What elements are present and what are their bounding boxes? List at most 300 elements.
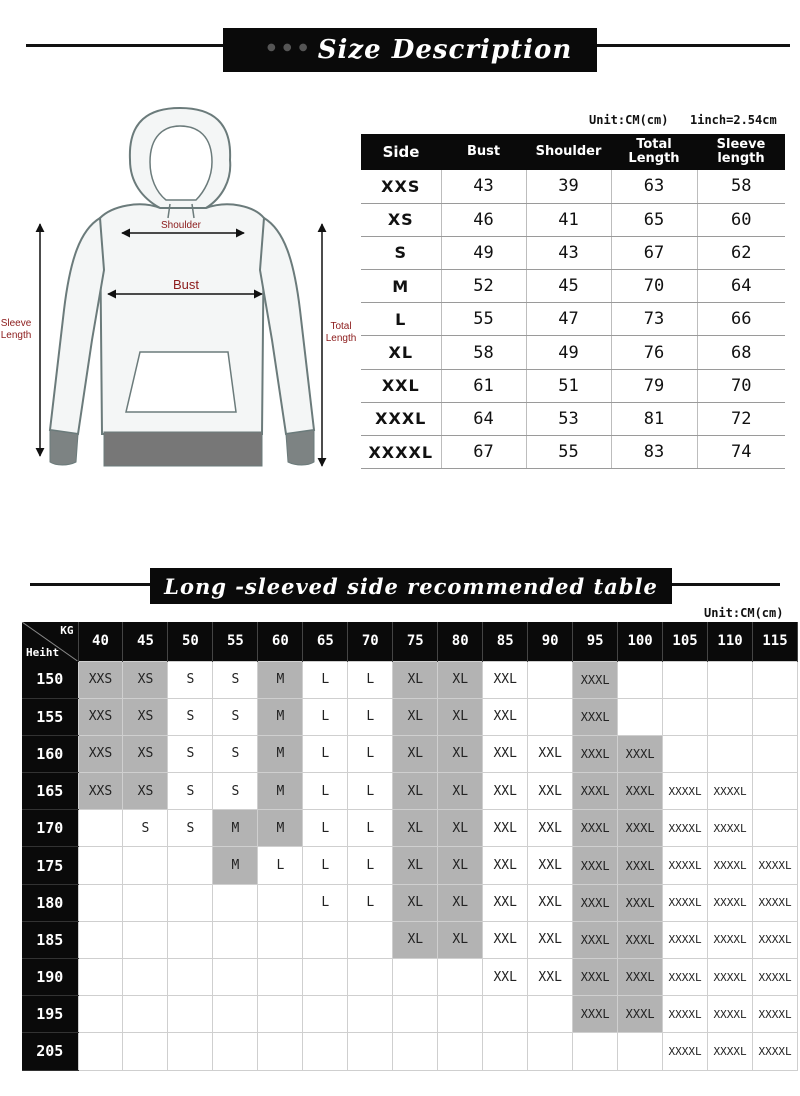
size-recommendation-cell <box>78 1033 123 1070</box>
size-recommendation-cell <box>348 996 393 1033</box>
size-recommendation-cell <box>213 1033 258 1070</box>
size-recommendation-cell: S <box>168 810 213 847</box>
size-row <box>361 236 785 269</box>
size-recommendation-cell <box>303 921 348 958</box>
size-recommendation-cell <box>213 959 258 996</box>
size-recommendation-cell: M <box>258 773 303 810</box>
height-label: 155 <box>22 698 78 735</box>
size-recommendation-cell <box>123 1033 168 1070</box>
size-recommendation-cell <box>348 921 393 958</box>
sleeve-length-value: 74 <box>697 436 785 469</box>
bust-value: 55 <box>441 303 526 336</box>
size-recommendation-cell <box>708 735 753 772</box>
size-row <box>361 369 785 402</box>
size-recommendation-cell: S <box>168 698 213 735</box>
header-total-length: Total Length <box>611 134 697 170</box>
shoulder-value: 47 <box>526 303 611 336</box>
size-recommendation-cell <box>528 698 573 735</box>
total-length-value: 63 <box>611 170 697 203</box>
size-recommendation-cell: XXXXL <box>663 1033 708 1070</box>
weight-header: 50 <box>168 622 213 661</box>
total-length-value: 81 <box>611 402 697 435</box>
size-recommendation-cell: XXL <box>528 847 573 884</box>
size-recommendation-cell <box>78 959 123 996</box>
size-label: XXS <box>361 170 441 203</box>
bust-value: 67 <box>441 436 526 469</box>
size-recommendation-cell: S <box>123 810 168 847</box>
size-recommendation-cell: XXL <box>528 773 573 810</box>
size-recommendation-cell: XXXXL <box>753 1033 798 1070</box>
bust-value: 61 <box>441 369 526 402</box>
total-length-value: 83 <box>611 436 697 469</box>
recommended-row <box>22 921 798 958</box>
size-recommendation-cell: XS <box>123 773 168 810</box>
weight-header: 95 <box>573 622 618 661</box>
size-recommendation-cell: XXL <box>483 921 528 958</box>
size-recommendation-cell: XXS <box>78 773 123 810</box>
size-recommendation-cell: XXXXL <box>708 921 753 958</box>
inch-conversion-note: 1inch=2.54cm <box>690 113 777 127</box>
weight-header: 75 <box>393 622 438 661</box>
sleeve-length-label-1: Sleeve <box>0 318 32 329</box>
total-length-value: 65 <box>611 203 697 236</box>
size-row <box>361 170 785 203</box>
size-recommendation-cell <box>168 959 213 996</box>
size-recommendation-cell: XXXXL <box>753 996 798 1033</box>
sleeve-length-value: 60 <box>697 203 785 236</box>
top-rule-right <box>594 44 790 47</box>
bust-value: 58 <box>441 336 526 369</box>
size-recommendation-cell: M <box>258 810 303 847</box>
size-recommendation-cell: XXXL <box>573 698 618 735</box>
size-recommendation-cell <box>168 921 213 958</box>
size-label: XS <box>361 203 441 236</box>
size-recommendation-cell: XL <box>438 773 483 810</box>
size-recommendation-cell: XXXXL <box>708 810 753 847</box>
size-recommendation-cell: XL <box>393 661 438 698</box>
height-label: 160 <box>22 735 78 772</box>
size-recommendation-cell: XXXXL <box>663 921 708 958</box>
size-recommendation-cell: XXXXL <box>708 773 753 810</box>
bottom-rule-left <box>30 583 154 586</box>
size-label: XL <box>361 336 441 369</box>
size-recommendation-cell: XXXL <box>573 847 618 884</box>
recommended-table-banner <box>150 568 672 604</box>
recommended-row <box>22 698 798 735</box>
size-recommendation-cell: L <box>348 661 393 698</box>
size-recommendation-cell <box>393 1033 438 1070</box>
size-recommendation-cell: S <box>168 773 213 810</box>
sleeve-length-value: 62 <box>697 236 785 269</box>
size-recommendation-cell: L <box>303 884 348 921</box>
size-recommendation-cell: XXXL <box>573 810 618 847</box>
size-recommendation-cell: L <box>303 810 348 847</box>
sleeve-length-label-2: Length <box>0 330 32 341</box>
recommended-row <box>22 996 798 1033</box>
size-recommendation-cell: XXXXL <box>708 959 753 996</box>
bust-value: 46 <box>441 203 526 236</box>
size-recommendation-cell: XXXL <box>573 959 618 996</box>
shoulder-value: 41 <box>526 203 611 236</box>
total-length-value: 76 <box>611 336 697 369</box>
size-recommendation-cell: XXXL <box>573 661 618 698</box>
size-recommendation-cell <box>78 996 123 1033</box>
shoulder-value: 51 <box>526 369 611 402</box>
recommended-row <box>22 773 798 810</box>
weight-header: 110 <box>708 622 753 661</box>
size-label: S <box>361 236 441 269</box>
size-recommendation-cell: XXXXL <box>663 810 708 847</box>
size-recommendation-cell <box>168 996 213 1033</box>
size-recommendation-cell <box>618 1033 663 1070</box>
size-recommendation-cell: L <box>303 847 348 884</box>
size-recommendation-cell <box>663 661 708 698</box>
bust-value: 43 <box>441 170 526 203</box>
recommended-row <box>22 959 798 996</box>
size-recommendation-cell: XXL <box>528 959 573 996</box>
size-recommendation-cell: XXXXL <box>753 959 798 996</box>
size-recommendation-cell: XXL <box>483 847 528 884</box>
size-label: XXXXL <box>361 436 441 469</box>
bust-value: 64 <box>441 402 526 435</box>
corner-height-label: Heiht <box>26 646 60 659</box>
weight-header: 65 <box>303 622 348 661</box>
size-recommendation-cell: L <box>348 810 393 847</box>
size-recommendation-cell: L <box>258 847 303 884</box>
top-rule-left <box>26 44 226 47</box>
size-recommendation-cell: M <box>213 810 258 847</box>
size-recommendation-cell: XXL <box>483 810 528 847</box>
size-recommendation-cell: XXS <box>78 735 123 772</box>
size-recommendation-cell: XXXXL <box>708 847 753 884</box>
size-recommendation-cell: XL <box>438 921 483 958</box>
size-recommendation-cell: XS <box>123 661 168 698</box>
size-recommendation-cell: XL <box>393 698 438 735</box>
size-recommendation-cell <box>438 959 483 996</box>
weight-header: 90 <box>528 622 573 661</box>
size-recommendation-cell: XL <box>438 735 483 772</box>
size-recommendation-cell: XXL <box>528 810 573 847</box>
size-recommendation-cell <box>393 959 438 996</box>
size-recommendation-cell: XXL <box>483 735 528 772</box>
size-recommendation-cell <box>258 1033 303 1070</box>
recommended-row <box>22 884 798 921</box>
size-recommendation-cell: XL <box>393 810 438 847</box>
size-recommendation-cell: XXXXL <box>753 847 798 884</box>
sleeve-length-value: 64 <box>697 270 785 303</box>
size-recommendation-cell: XL <box>393 847 438 884</box>
size-recommendation-cell <box>258 921 303 958</box>
size-recommendation-cell: S <box>213 735 258 772</box>
size-recommendation-cell <box>78 884 123 921</box>
corner-kg-label: KG <box>60 624 74 637</box>
size-recommendation-cell: XL <box>393 735 438 772</box>
height-label: 185 <box>22 921 78 958</box>
height-label: 165 <box>22 773 78 810</box>
size-unit-note: Unit:CM(cm) <box>589 113 669 127</box>
height-label: 205 <box>22 1033 78 1070</box>
recommended-row <box>22 810 798 847</box>
size-recommendation-cell <box>528 996 573 1033</box>
size-label: XXL <box>361 369 441 402</box>
size-recommendation-cell: XXXXL <box>663 773 708 810</box>
weight-header: 80 <box>438 622 483 661</box>
size-recommendation-cell: XL <box>438 847 483 884</box>
size-recommendation-cell <box>348 1033 393 1070</box>
size-recommendation-cell <box>213 996 258 1033</box>
size-recommendation-cell: L <box>348 884 393 921</box>
header-side: Side <box>361 134 441 170</box>
size-recommendation-cell <box>168 847 213 884</box>
size-recommendation-cell: XXXL <box>618 773 663 810</box>
bottom-rule-right <box>668 583 780 586</box>
shoulder-value: 39 <box>526 170 611 203</box>
size-recommendation-cell: XXXXL <box>753 884 798 921</box>
size-recommendation-cell <box>348 959 393 996</box>
bust-value: 52 <box>441 270 526 303</box>
size-recommendation-cell <box>753 698 798 735</box>
sleeve-length-value: 70 <box>697 369 785 402</box>
size-recommendation-cell: L <box>303 735 348 772</box>
weight-header: 45 <box>123 622 168 661</box>
header-bust: Bust <box>441 134 526 170</box>
size-recommendation-cell: XXXXL <box>663 996 708 1033</box>
recommended-header-row <box>22 622 798 661</box>
size-recommendation-cell: XL <box>393 773 438 810</box>
size-recommendation-cell: S <box>213 773 258 810</box>
size-recommendation-cell: XL <box>438 810 483 847</box>
recommended-row <box>22 847 798 884</box>
height-label: 195 <box>22 996 78 1033</box>
total-length-value: 79 <box>611 369 697 402</box>
total-length-value: 73 <box>611 303 697 336</box>
size-recommendation-cell: XXXL <box>618 921 663 958</box>
size-row <box>361 402 785 435</box>
shoulder-value: 49 <box>526 336 611 369</box>
size-row <box>361 303 785 336</box>
size-row <box>361 203 785 236</box>
height-label: 175 <box>22 847 78 884</box>
sleeve-length-value: 68 <box>697 336 785 369</box>
size-recommendation-cell <box>123 921 168 958</box>
size-recommendation-cell <box>258 996 303 1033</box>
size-recommendation-cell: XL <box>438 661 483 698</box>
size-recommendation-cell: XXL <box>483 959 528 996</box>
shoulder-value: 45 <box>526 270 611 303</box>
size-recommendation-cell: M <box>258 698 303 735</box>
sleeve-length-value: 58 <box>697 170 785 203</box>
size-recommendation-cell <box>708 661 753 698</box>
size-row <box>361 336 785 369</box>
size-recommendation-cell: S <box>213 661 258 698</box>
recommended-size-table <box>22 622 798 1071</box>
weight-header: 85 <box>483 622 528 661</box>
bust-label: Bust <box>172 277 200 292</box>
total-length-value: 70 <box>611 270 697 303</box>
size-recommendation-cell: XXXXL <box>663 959 708 996</box>
size-recommendation-cell: S <box>168 661 213 698</box>
size-recommendation-cell: XXXXL <box>708 996 753 1033</box>
height-label: 190 <box>22 959 78 996</box>
size-recommendation-cell: XXXL <box>573 996 618 1033</box>
header-shoulder: Shoulder <box>526 134 611 170</box>
size-recommendation-cell: M <box>258 735 303 772</box>
size-recommendation-cell: XL <box>438 884 483 921</box>
size-recommendation-cell <box>753 661 798 698</box>
size-recommendation-cell <box>753 735 798 772</box>
size-recommendation-cell <box>78 921 123 958</box>
size-recommendation-cell <box>123 959 168 996</box>
size-recommendation-cell: S <box>213 698 258 735</box>
total-length-label-2: Length <box>325 333 357 344</box>
size-recommendation-cell: L <box>303 773 348 810</box>
size-recommendation-cell <box>168 884 213 921</box>
size-recommendation-cell: XXXL <box>618 996 663 1033</box>
recommended-unit-note: Unit:CM(cm) <box>704 606 784 620</box>
size-table-header-row <box>361 134 785 170</box>
size-recommendation-cell: XXXL <box>618 847 663 884</box>
size-recommendation-cell <box>303 996 348 1033</box>
size-recommendation-cell <box>438 996 483 1033</box>
size-recommendation-cell <box>753 773 798 810</box>
size-recommendation-cell: XL <box>393 921 438 958</box>
size-recommendation-cell <box>753 810 798 847</box>
size-recommendation-cell <box>78 810 123 847</box>
height-label: 150 <box>22 661 78 698</box>
size-recommendation-cell: XXXXL <box>663 884 708 921</box>
size-recommendation-cell <box>258 884 303 921</box>
shoulder-value: 43 <box>526 236 611 269</box>
size-recommendation-cell: XXXL <box>618 735 663 772</box>
size-recommendation-cell: XXS <box>78 661 123 698</box>
size-recommendation-cell: M <box>213 847 258 884</box>
size-recommendation-cell <box>483 1033 528 1070</box>
size-description-table <box>361 134 785 469</box>
size-recommendation-cell: XXL <box>483 698 528 735</box>
size-recommendation-cell <box>483 996 528 1033</box>
size-recommendation-cell <box>303 1033 348 1070</box>
size-recommendation-cell: XXXXL <box>663 847 708 884</box>
shoulder-value: 55 <box>526 436 611 469</box>
size-recommendation-cell: S <box>168 735 213 772</box>
size-recommendation-cell <box>528 1033 573 1070</box>
weight-header: 115 <box>753 622 798 661</box>
size-label: XXXL <box>361 402 441 435</box>
size-recommendation-cell: XXXL <box>618 959 663 996</box>
table-corner <box>22 622 78 661</box>
size-recommendation-cell: XXS <box>78 698 123 735</box>
size-recommendation-cell: XXL <box>483 661 528 698</box>
shoulder-value: 53 <box>526 402 611 435</box>
size-recommendation-cell <box>573 1033 618 1070</box>
recommended-row <box>22 735 798 772</box>
size-recommendation-cell: XXXXL <box>753 921 798 958</box>
size-recommendation-cell <box>123 884 168 921</box>
size-recommendation-cell: XXL <box>528 735 573 772</box>
size-recommendation-cell <box>213 884 258 921</box>
size-row <box>361 270 785 303</box>
size-recommendation-cell <box>393 996 438 1033</box>
size-recommendation-cell: L <box>303 661 348 698</box>
size-recommendation-cell <box>528 661 573 698</box>
recommended-table-body <box>22 661 798 1070</box>
size-recommendation-cell: XXXL <box>618 810 663 847</box>
size-recommendation-cell: XXXL <box>573 735 618 772</box>
size-recommendation-cell: XXXXL <box>708 1033 753 1070</box>
weight-header: 100 <box>618 622 663 661</box>
hoodie-diagram <box>0 100 362 480</box>
size-recommendation-cell <box>213 921 258 958</box>
size-recommendation-cell <box>663 698 708 735</box>
size-recommendation-cell <box>78 847 123 884</box>
size-recommendation-cell: L <box>348 735 393 772</box>
shoulder-label: Shoulder <box>160 220 202 231</box>
size-recommendation-cell <box>663 735 708 772</box>
weight-header: 105 <box>663 622 708 661</box>
size-description-title: Size Description <box>317 35 573 65</box>
size-recommendation-cell: XXXL <box>573 773 618 810</box>
height-label: 180 <box>22 884 78 921</box>
size-description-banner <box>223 28 597 72</box>
size-recommendation-cell: XL <box>393 884 438 921</box>
size-recommendation-cell <box>438 1033 483 1070</box>
size-recommendation-cell <box>123 847 168 884</box>
weight-header: 60 <box>258 622 303 661</box>
size-recommendation-cell: XXL <box>483 884 528 921</box>
height-label: 170 <box>22 810 78 847</box>
size-recommendation-cell: M <box>258 661 303 698</box>
size-recommendation-cell: L <box>348 698 393 735</box>
size-recommendation-cell <box>618 698 663 735</box>
sleeve-length-value: 72 <box>697 402 785 435</box>
size-recommendation-cell <box>258 959 303 996</box>
recommended-table-title: Long -sleeved side recommended table <box>164 573 658 599</box>
header-sleeve-length: Sleeve length <box>697 134 785 170</box>
total-length-label-1: Total <box>330 321 352 332</box>
size-recommendation-cell: XS <box>123 735 168 772</box>
weight-header: 70 <box>348 622 393 661</box>
recommended-row <box>22 1033 798 1070</box>
size-recommendation-cell: L <box>303 698 348 735</box>
size-recommendation-cell: XXL <box>483 773 528 810</box>
size-recommendation-cell: XXL <box>528 884 573 921</box>
size-recommendation-cell: XS <box>123 698 168 735</box>
total-length-value: 67 <box>611 236 697 269</box>
size-recommendation-cell <box>303 959 348 996</box>
size-recommendation-cell <box>618 661 663 698</box>
size-row <box>361 436 785 469</box>
size-recommendation-cell: XXXL <box>573 921 618 958</box>
size-recommendation-cell: XXXL <box>618 884 663 921</box>
size-recommendation-cell <box>123 996 168 1033</box>
size-recommendation-cell: L <box>348 773 393 810</box>
banner-dots: ● ● ● <box>267 42 310 53</box>
size-label: L <box>361 303 441 336</box>
weight-header: 40 <box>78 622 123 661</box>
size-recommendation-cell: XXL <box>528 921 573 958</box>
size-recommendation-cell <box>708 698 753 735</box>
size-recommendation-cell: XXXXL <box>708 884 753 921</box>
size-recommendation-cell <box>168 1033 213 1070</box>
size-label: M <box>361 270 441 303</box>
size-recommendation-cell: L <box>348 847 393 884</box>
weight-header: 55 <box>213 622 258 661</box>
recommended-row <box>22 661 798 698</box>
size-recommendation-cell: XXXL <box>573 884 618 921</box>
bust-value: 49 <box>441 236 526 269</box>
size-recommendation-cell: XL <box>438 698 483 735</box>
sleeve-length-value: 66 <box>697 303 785 336</box>
